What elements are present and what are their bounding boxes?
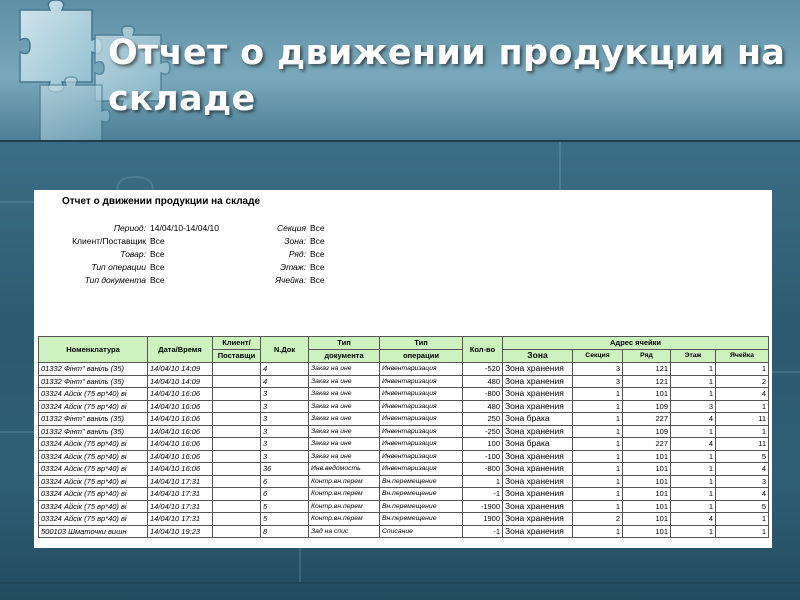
cell-client [213,450,261,463]
cell-floor: 1 [671,363,716,376]
cell-ndoc: 3 [261,438,309,451]
cell-datetime: 14/04/10 16:06 [148,438,213,451]
table-row [39,425,769,438]
table-row [39,438,769,451]
filter-value: Все [310,236,325,246]
cell-ndoc: 6 [261,475,309,488]
cell-doctype: Заказ на ине [309,425,380,438]
cell-doctype: Контр.вн.перем [309,488,380,501]
cell-section: 1 [573,525,623,538]
cell-doctype: Контр.вн.перем [309,500,380,513]
cell-ndoc: 5 [261,513,309,526]
col-datetime: Дата/Время [148,337,213,363]
cell-item: 03324 Айсік (75 вр*40) ві [39,475,148,488]
cell-datetime: 14/04/10 16:06 [148,463,213,476]
filters-left [40,222,219,287]
cell-section: 1 [573,463,623,476]
filter-client [40,235,219,248]
col-ndoc: N.Док [261,337,309,363]
cell-qty: 480 [463,400,503,413]
filter-document-type [40,274,219,287]
cell-qty: 250 [463,413,503,426]
filter-row [240,248,325,261]
cell-optype: Инвентаризация [380,388,463,401]
col-doctype-line2: документа [309,350,380,363]
cell-client [213,475,261,488]
table-body [39,363,769,538]
cell-item: 03324 Айсік (75 вр*40) ві [39,500,148,513]
cell-row: 101 [623,488,671,501]
table-row [39,388,769,401]
cell-qty: -520 [463,363,503,376]
cell-client [213,363,261,376]
cell-datetime: 14/04/10 19:23 [148,525,213,538]
cell-optype: Инвентаризация [380,413,463,426]
cell-doctype: Заказ на ине [309,375,380,388]
cell-datetime: 14/04/10 16:06 [148,413,213,426]
cell-item: 03324 Айсік (75 вр*40) ві [39,463,148,476]
cell-ndoc: 5 [261,500,309,513]
cell-client [213,375,261,388]
cell-cell: 3 [716,475,769,488]
cell-floor: 4 [671,413,716,426]
cell-client [213,525,261,538]
cell-section: 2 [573,513,623,526]
cell-row: 109 [623,425,671,438]
cell-zone: Зона брака [503,438,573,451]
filter-label: Период: [113,223,146,233]
cell-doctype: Заказ на ине [309,400,380,413]
cell-datetime: 14/04/10 16:06 [148,425,213,438]
filter-section [240,222,325,235]
cell-floor: 4 [671,438,716,451]
cell-zone: Зона хранения [503,488,573,501]
cell-cell: 4 [716,463,769,476]
cell-zone: Зона хранения [503,463,573,476]
cell-ndoc: 8 [261,525,309,538]
cell-optype: Вн.перемещение [380,513,463,526]
movement-table [38,336,769,538]
cell-doctype: Заказ на ине [309,413,380,426]
filter-label: Клиент/Поставщик [72,236,146,246]
cell-cell: 1 [716,363,769,376]
col-zone: Зона [503,350,573,363]
cell-row: 101 [623,463,671,476]
slide-title: Отчет о движении продукции на складе [108,33,786,119]
table-row [39,400,769,413]
cell-cell: 1 [716,400,769,413]
cell-client [213,438,261,451]
cell-item: 03324 Айсік (75 вр*40) ві [39,400,148,413]
cell-client [213,425,261,438]
cell-floor: 1 [671,463,716,476]
cell-optype: Списание [380,525,463,538]
cell-section: 1 [573,388,623,401]
cell-zone: Зона хранения [503,500,573,513]
cell-section: 1 [573,500,623,513]
filter-value: Все [310,275,325,285]
cell-zone: Зона брака [503,413,573,426]
cell-datetime: 14/04/10 17:31 [148,500,213,513]
cell-cell: 11 [716,438,769,451]
cell-client [213,388,261,401]
col-row: Ряд [623,350,671,363]
cell-qty: -1 [463,488,503,501]
cell-section: 1 [573,413,623,426]
cell-qty: -100 [463,450,503,463]
cell-qty: -250 [463,425,503,438]
cell-doctype: Заказ на ине [309,363,380,376]
cell-optype: Инвентаризация [380,463,463,476]
cell-datetime: 14/04/10 16:06 [148,450,213,463]
cell-cell: 4 [716,388,769,401]
col-doctype-line1: Тип [309,337,380,350]
cell-zone: Зона хранения [503,475,573,488]
col-cell: Ячейка [716,350,769,363]
cell-item: 01332 Фінт" ваніль (35) [39,375,148,388]
cell-item: 01332 Фінт" ваніль (35) [39,413,148,426]
cell-cell: 1 [716,425,769,438]
cell-item: 03324 Айсік (75 вр*40) ві [39,438,148,451]
cell-zone: Зона хранения [503,363,573,376]
cell-ndoc: 3 [261,400,309,413]
col-section: Секция [573,350,623,363]
cell-floor: 3 [671,400,716,413]
cell-ndoc: 3 [261,388,309,401]
cell-item: 03324 Айсік (75 вр*40) ві [39,450,148,463]
col-optype-line2: операции [380,350,463,363]
cell-floor: 1 [671,525,716,538]
filters-right [240,222,325,287]
cell-cell: 4 [716,488,769,501]
cell-item: 01332 Фінт" ваніль (35) [39,363,148,376]
cell-item: 500103 Шматочки вишн [39,525,148,538]
col-client-line2: Поставщи [213,350,261,363]
table-row [39,475,769,488]
cell-qty: -1900 [463,500,503,513]
cell-row: 101 [623,500,671,513]
cell-optype: Инвентаризация [380,400,463,413]
cell-cell: 1 [716,525,769,538]
table-row [39,463,769,476]
table-row [39,450,769,463]
col-floor: Этаж [671,350,716,363]
cell-zone: Зона хранения [503,400,573,413]
cell-item: 03324 Айсік (75 вр*40) ві [39,488,148,501]
col-optype-line1: Тип [380,337,463,350]
col-item: Номенклатура [39,337,148,363]
cell-qty: 1900 [463,513,503,526]
cell-cell: 1 [716,513,769,526]
cell-cell: 11 [716,413,769,426]
cell-optype: Вн.перемещение [380,475,463,488]
cell-zone: Зона хранения [503,425,573,438]
cell-doctype: Контр.вн.перем [309,475,380,488]
filter-label: Товар: [120,249,146,259]
filter-label: Ряд: [288,249,306,259]
cell-datetime: 14/04/10 16:06 [148,388,213,401]
cell-datetime: 14/04/10 17:31 [148,475,213,488]
cell-datetime: 14/04/10 14:09 [148,363,213,376]
cell-doctype: Зад на спис [309,525,380,538]
cell-floor: 1 [671,425,716,438]
filter-value: Все [310,223,325,233]
cell-doctype: Заказ на ине [309,388,380,401]
cell-client [213,400,261,413]
cell-doctype: Инв.ведомость [309,463,380,476]
cell-doctype: Контр.вн.перем [309,513,380,526]
cell-floor: 1 [671,475,716,488]
cell-qty: 480 [463,375,503,388]
cell-optype: Инвентаризация [380,450,463,463]
cell-qty: 100 [463,438,503,451]
cell-optype: Инвентаризация [380,425,463,438]
cell-floor: 1 [671,488,716,501]
cell-optype: Вн.перемещение [380,500,463,513]
filter-label: Секция [276,223,306,233]
table-row [39,525,769,538]
cell-row: 227 [623,413,671,426]
table-row [39,513,769,526]
cell-row: 101 [623,475,671,488]
cell-optype: Вн.перемещение [380,488,463,501]
cell-qty: -800 [463,388,503,401]
cell-cell: 2 [716,375,769,388]
filter-zone [240,235,325,248]
filter-value: Все [310,249,325,259]
filter-value: Все [150,275,165,285]
filter-label: Зона: [284,236,306,246]
cell-section: 3 [573,363,623,376]
cell-qty: -1 [463,525,503,538]
cell-datetime: 14/04/10 16:06 [148,400,213,413]
cell-ndoc: 4 [261,375,309,388]
filter-value: 14/04/10-14/04/10 [150,223,220,233]
cell-ndoc: 3 [261,413,309,426]
cell-row: 121 [623,375,671,388]
filter-label: Ячейка: [275,275,306,285]
table-row [39,500,769,513]
cell-row: 227 [623,438,671,451]
cell-row: 101 [623,450,671,463]
filter-operation-type [40,261,219,274]
cell-qty: 1 [463,475,503,488]
cell-zone: Зона хранения [503,375,573,388]
filter-cell [240,274,325,287]
cell-ndoc: 4 [261,363,309,376]
table-row [39,488,769,501]
report-title: Отчет о движении продукции на складе [62,196,261,207]
filter-floor [240,261,325,274]
cell-ndoc: 3 [261,450,309,463]
cell-section: 1 [573,400,623,413]
footer-divider [0,582,800,584]
cell-ndoc: 6 [261,488,309,501]
cell-floor: 1 [671,500,716,513]
cell-client [213,463,261,476]
filter-label: Этаж: [280,262,306,272]
filter-label: Тип операции [91,262,146,272]
cell-client [213,500,261,513]
cell-row: 101 [623,388,671,401]
col-client-line1: Клиент/ [213,337,261,350]
filter-value: Все [150,236,165,246]
cell-section: 1 [573,475,623,488]
filter-period [40,222,219,235]
cell-optype: Инвентаризация [380,438,463,451]
cell-datetime: 14/04/10 17:31 [148,513,213,526]
cell-item: 03324 Айсік (75 вр*40) ві [39,388,148,401]
cell-zone: Зона хранения [503,513,573,526]
filter-product [40,248,219,261]
cell-qty: -800 [463,463,503,476]
cell-client [213,413,261,426]
cell-floor: 4 [671,513,716,526]
cell-doctype: Заказ на ине [309,438,380,451]
filter-value: Все [150,249,165,259]
table-row [39,375,769,388]
filter-value: Все [310,262,325,272]
cell-optype: Инвентаризация [380,363,463,376]
cell-zone: Зона хранения [503,525,573,538]
cell-optype: Инвентаризация [380,375,463,388]
col-address-group: Адрес ячейки [503,337,769,350]
table-row [39,413,769,426]
cell-datetime: 14/04/10 14:09 [148,375,213,388]
cell-ndoc: 36 [261,463,309,476]
table-header [39,337,769,363]
cell-section: 1 [573,450,623,463]
cell-row: 109 [623,400,671,413]
table-row [39,363,769,376]
cell-row: 101 [623,525,671,538]
report-sheet [34,190,772,548]
cell-floor: 1 [671,450,716,463]
cell-item: 03324 Айсік (75 вр*40) ві [39,513,148,526]
cell-item: 01332 Фінт" ваніль (35) [39,425,148,438]
cell-datetime: 14/04/10 17:31 [148,488,213,501]
cell-zone: Зона хранения [503,450,573,463]
cell-row: 101 [623,513,671,526]
cell-client [213,488,261,501]
cell-section: 1 [573,425,623,438]
cell-section: 1 [573,488,623,501]
cell-section: 3 [573,375,623,388]
cell-floor: 1 [671,388,716,401]
cell-cell: 5 [716,450,769,463]
cell-cell: 5 [716,500,769,513]
col-qty: Кол-во [463,337,503,363]
cell-section: 1 [573,438,623,451]
cell-zone: Зона хранения [503,388,573,401]
cell-ndoc: 3 [261,425,309,438]
cell-client [213,513,261,526]
cell-floor: 1 [671,375,716,388]
cell-row: 121 [623,363,671,376]
cell-doctype: Заказ на ине [309,450,380,463]
filter-label: Тип документа [84,275,146,285]
filter-value: Все [150,262,165,272]
